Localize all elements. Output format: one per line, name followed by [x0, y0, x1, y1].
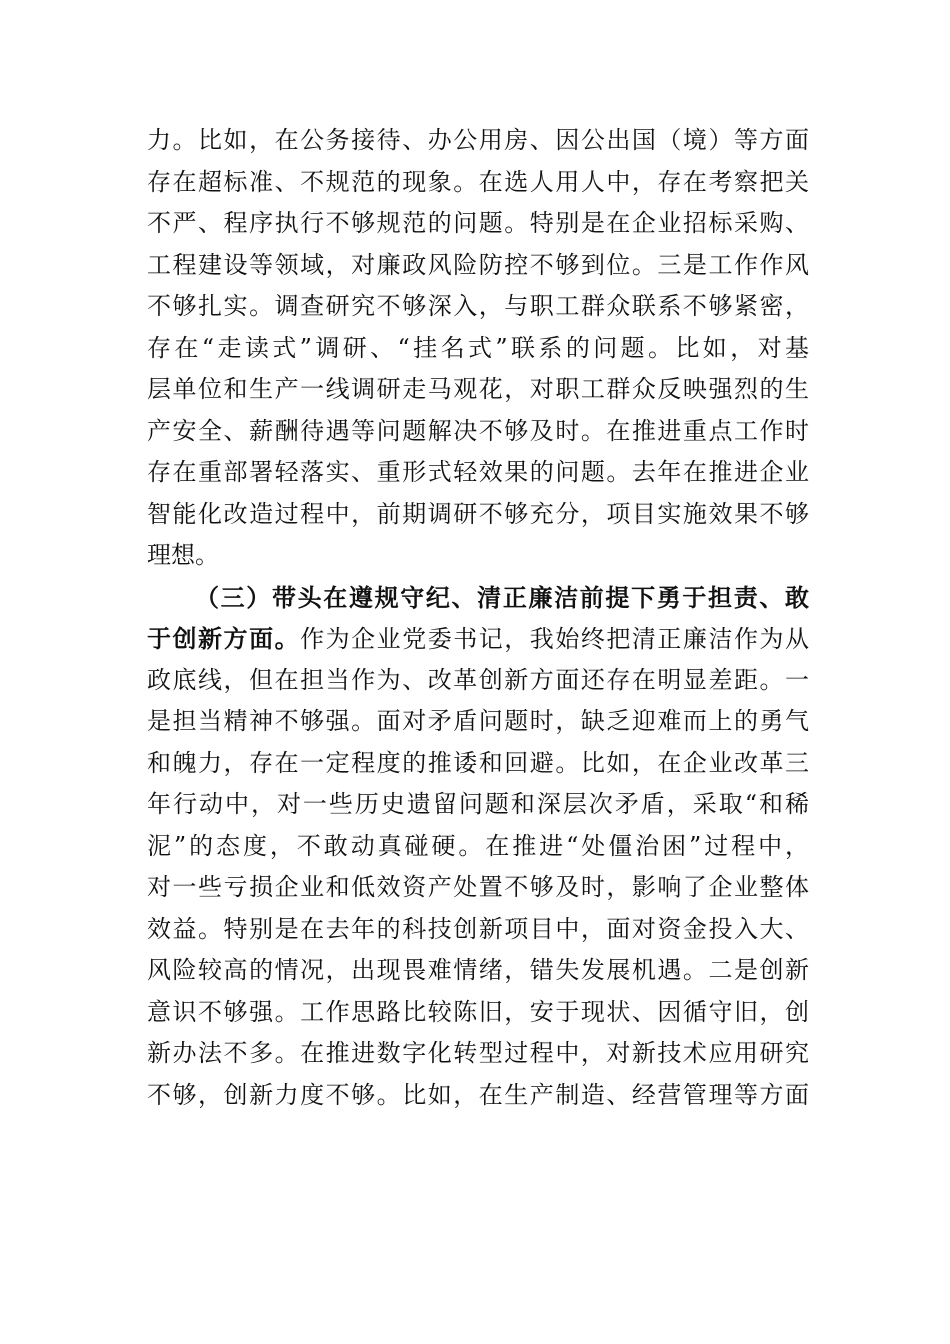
text-line: 风险较高的情况，出现畏难情绪，错失发展机遇。二是创新	[147, 956, 809, 984]
text-line: 效益。特别是在去年的科技创新项目中，面对资金投入大、	[147, 914, 809, 943]
text-line: 存在重部署轻落实、重形式轻效果的问题。去年在推进企业	[147, 458, 809, 486]
text-line: 对一些亏损企业和低效资产处置不够及时，影响了企业整体	[147, 873, 809, 901]
text-line: 产安全、薪酬待遇等问题解决不够及时。在推进重点工作时	[147, 416, 809, 445]
text-line: 不够，创新力度不够。比如，在生产制造、经营管理等方面	[147, 1080, 809, 1109]
text-line: 存在超标准、不规范的现象。在选人用人中，存在考察把关	[147, 167, 809, 196]
text-line: 力。比如，在公务接待、办公用房、因公出国（境）等方面	[147, 126, 809, 154]
text-line: 泥”的态度，不敢动真碰硬。在推进“处僵治困”过程中，	[147, 831, 809, 860]
text-line: 智能化改造过程中，前期调研不够充分，项目实施效果不够	[147, 499, 809, 528]
text-line: 不严、程序执行不够规范的问题。特别是在企业招标采购、	[147, 209, 809, 237]
text-line: 政底线，但在担当作为、改革创新方面还存在明显差距。一	[147, 665, 809, 694]
text-line: 新办法不多。在推进数字化转型过程中，对新技术应用研究	[147, 1039, 809, 1067]
text-span: 作为企业党委书记，我始终把清正廉洁作为从	[300, 625, 810, 653]
section-heading-end: 于创新方面。	[147, 624, 301, 653]
text-line: 层单位和生产一线调研走马观花，对职工群众反映强烈的生	[147, 375, 809, 403]
text-line: 理想。	[147, 541, 219, 569]
text-line: 工程建设等领域，对廉政风险防控不够到位。三是工作作风	[147, 250, 809, 279]
text-line: 不够扎实。调查研究不够深入，与职工群众联系不够紧密，	[147, 292, 809, 320]
text-line: 意识不够强。工作思路比较陈旧，安于现状、因循守旧，创	[147, 997, 809, 1026]
text-line: 和魄力，存在一定程度的推诿和回避。比如，在企业改革三	[147, 748, 809, 777]
text-line: 是担当精神不够强。面对矛盾问题时，缺乏迎难而上的勇气	[147, 707, 809, 735]
body-text	[147, 120, 809, 1116]
text-line: 存在“走读式”调研、“挂名式”联系的问题。比如，对基	[147, 333, 809, 362]
text-line: 年行动中，对一些历史遗留问题和深层次矛盾，采取“和稀	[147, 790, 809, 818]
text-line	[147, 618, 809, 660]
section-heading: （三）带头在遵规守纪、清正廉洁前提下勇于担责、敢	[195, 582, 809, 612]
